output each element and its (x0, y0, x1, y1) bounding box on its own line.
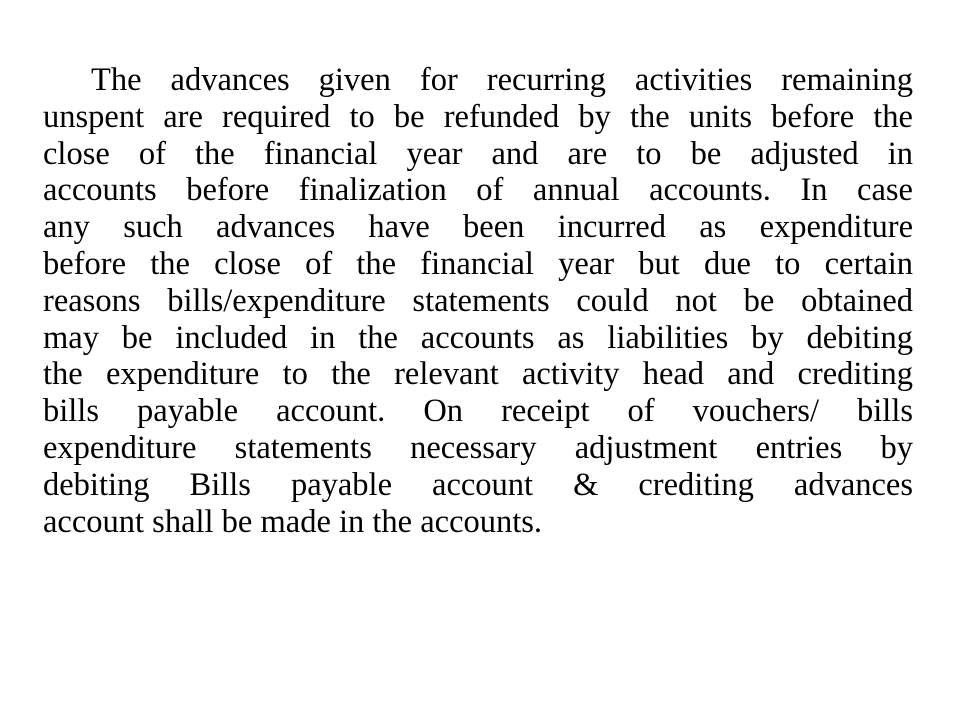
paragraph-line: unspent are required to be refunded by the units before the (43, 98, 913, 135)
paragraph-line: bills payable account. On receipt of vouchers/ bills (43, 393, 913, 430)
paragraph-line: The advances given for recurring activities remaining (91, 62, 913, 98)
paragraph-line: any such advances have been incurred as expenditure (43, 209, 913, 246)
paragraph-line: the expenditure to the relevant activity head and crediting (43, 356, 913, 393)
paragraph-line: may be included in the accounts as liabilities by debiting (43, 319, 913, 356)
body-paragraph (43, 62, 913, 540)
paragraph-line: account shall be made in the accounts. (43, 503, 543, 540)
paragraph-line: close of the financial year and are to be adjusted in (43, 135, 913, 172)
paragraph-line: before the close of the financial year but due to certain (43, 245, 913, 282)
paragraph-line: reasons bills/expenditure statements could not be obtained (43, 282, 913, 319)
paragraph-line: debiting Bills payable account & crediting advances (43, 466, 913, 503)
paragraph-line: expenditure statements necessary adjustment entries by (43, 429, 913, 466)
paragraph-line: accounts before finalization of annual accounts. In case (43, 172, 913, 209)
